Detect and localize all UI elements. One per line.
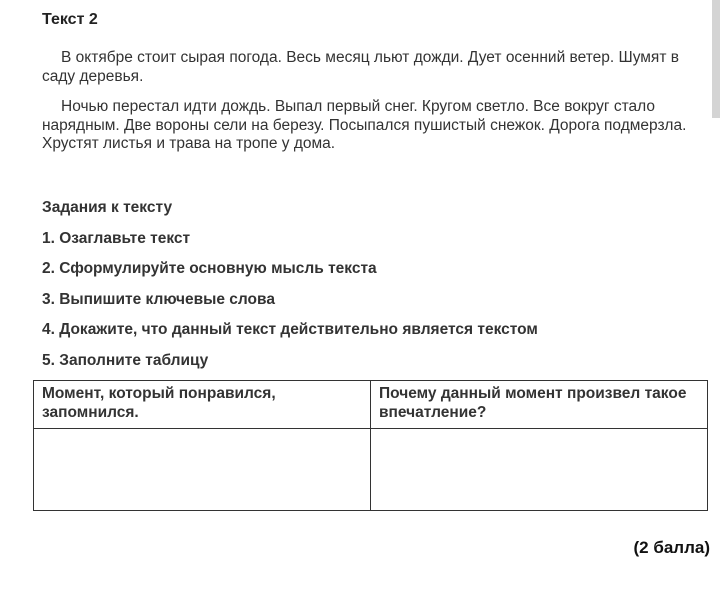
table-cell-blank[interactable] xyxy=(371,429,708,511)
text-heading: Текст 2 xyxy=(42,11,98,28)
task-item: 3. Выпишите ключевые слова xyxy=(42,291,275,308)
paragraph-1: В октябре стоит сырая погода. Весь месяц льют дожди. Дует осенний ветер. Шумят в саду деревья. xyxy=(42,49,679,85)
score-label: (2 балла) xyxy=(633,538,710,557)
tasks-title: Задания к тексту xyxy=(42,199,173,216)
task-item: 2. Сформулируйте основную мысль текста xyxy=(42,260,377,277)
table-row xyxy=(34,429,708,511)
table-header-cell: Момент, который понравился, запомнился. xyxy=(34,381,371,429)
task-item: 4. Докажите, что данный текст действительно является текстом xyxy=(42,321,538,338)
table-cell-blank[interactable] xyxy=(34,429,371,511)
table-header-row xyxy=(34,381,708,429)
paragraph-2: Ночью перестал идти дождь. Выпал первый снег. Кругом светло. Все вокруг стало нарядным. Две вороны сели на березу. Посыпался пушистый снежок. Дорога подмерзла. Хрустят листья и трава на тропе у дома. xyxy=(42,98,687,152)
table-header-cell: Почему данный момент произвел такое впечатление? xyxy=(371,381,708,429)
task-item: 1. Озаглавьте текст xyxy=(42,230,191,247)
scrollbar-thumb[interactable] xyxy=(712,0,720,118)
task-item: 5. Заполните таблицу xyxy=(42,352,209,369)
answer-table xyxy=(33,380,708,511)
